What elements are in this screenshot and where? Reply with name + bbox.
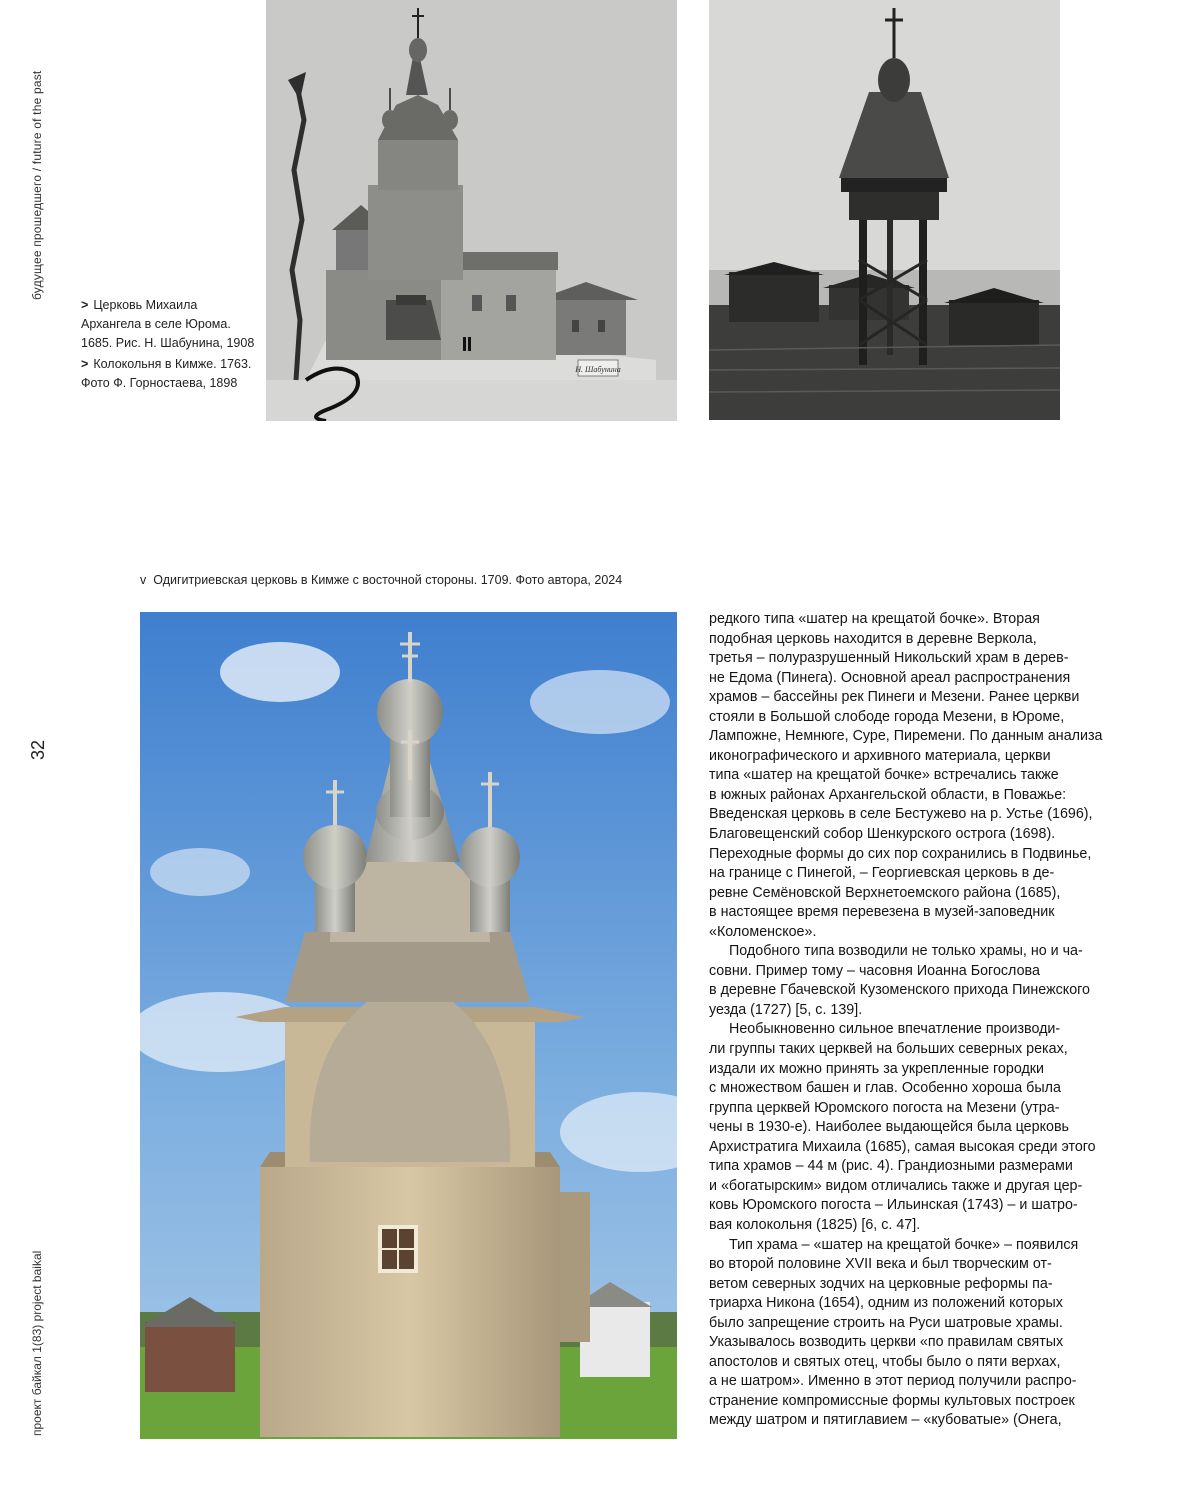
- article-line: во второй половине XVII века и был творческим от-: [709, 1256, 1052, 1273]
- article-line: вая колокольня (1825) [6, с. 47].: [709, 1216, 921, 1233]
- article-line: в настоящее время перевезена в музей-заповедник: [709, 904, 1055, 921]
- article-line: Архистратига Михаила (1685), самая высокая среди этого: [709, 1138, 1096, 1155]
- article-line: ветом северных зодчих на церковные реформы па-: [709, 1275, 1053, 1292]
- article-line: совни. Пример тому – часовня Иоанна Богослова: [709, 962, 1040, 979]
- article-line: иконографического и архивного материала, церкви: [709, 747, 1051, 764]
- article-line: на границе с Пинегой, – Георгиевская церковь в де-: [709, 865, 1055, 882]
- article-line: триарха Никона (1654), одним из положений которых: [709, 1295, 1063, 1312]
- figure-captions: [81, 296, 256, 395]
- article-line: Благовещенский собор Шенкурского острога (1698).: [709, 826, 1056, 843]
- belltower-photo-image: [709, 0, 1060, 420]
- caption-text: Одигитриевская церковь в Кимже с восточной стороны. 1709. Фото автора, 2024: [153, 573, 623, 587]
- article-line: не Едома (Пинега). Основной ареал распространения: [709, 669, 1071, 686]
- article-line: Тип храма – «шатер на крещатой бочке» – появился: [729, 1236, 1079, 1253]
- article-line: было запрещение строить на Руси шатровые храмы.: [709, 1314, 1063, 1331]
- article-line: ковь Юромского погоста – Ильинская (1743) – и шатро-: [709, 1197, 1078, 1214]
- article-line: группа церквей Юромского погоста на Мезени (утра-: [709, 1099, 1060, 1116]
- article-line: в южных районах Архангельской области, в Поважье:: [709, 786, 1067, 803]
- article-line: Введенская церковь в селе Бестужево на р. Устье (1696),: [709, 806, 1093, 823]
- article-line: и «богатырским» видом отличались также и другая цер-: [709, 1177, 1083, 1194]
- article-line: третья – полуразрушенный Никольский храм в дерев-: [709, 650, 1069, 667]
- article-line: в деревне Гбачевской Кузоменского прихода Пинежского: [709, 982, 1091, 999]
- article-body: [709, 610, 1121, 1431]
- article-line: ли группы таких церквей на больших северных реках,: [709, 1041, 1068, 1058]
- belltower-photo-figure: [709, 0, 1060, 420]
- caption-marker: >: [81, 298, 89, 312]
- article-line: странение компромиссные формы культовых построек: [709, 1392, 1075, 1409]
- church-photo-image: [140, 612, 677, 1439]
- church-drawing-image: [266, 0, 677, 421]
- caption-text: Колокольня в Кимже. 1763. Фото Ф. Горностаева, 1898: [81, 357, 252, 390]
- church-drawing-figure: [266, 0, 677, 421]
- article-line: а не шатром». Именно в этот период получили распро-: [709, 1373, 1077, 1390]
- article-line: уезда (1727) [5, с. 139].: [709, 1001, 863, 1018]
- article-line: типа «шатер на крещатой бочке» встречались также: [709, 767, 1059, 784]
- article-line: Лампожне, Немнюге, Суре, Пиремени. По данным анализа: [709, 728, 1103, 745]
- article-line: редкого типа «шатер на крещатой бочке». Вторая: [709, 611, 1040, 627]
- page-number: 32: [28, 739, 48, 760]
- drawing-signature: Н. Шабунина: [575, 365, 621, 374]
- caption-text: Церковь Михаила Архангела в селе Юрома. 1685. Рис. Н. Шабунина, 1908: [81, 298, 255, 350]
- article-line: подобная церковь находится в деревне Веркола,: [709, 630, 1037, 647]
- article-line: издали их можно принять за укрепленные городки: [709, 1060, 1045, 1077]
- article-line: стояли в Большой слободе города Мезени, в Юроме,: [709, 708, 1065, 725]
- article-line: ревне Семёновской Верхнетоемского района (1685),: [709, 884, 1061, 901]
- main-photo-caption: [140, 573, 622, 587]
- article-line: типа храмов – 44 м (рис. 4). Грандиозными размерами: [709, 1158, 1073, 1175]
- article-line: храмов – бассейны рек Пинеги и Мезени. Ранее церкви: [709, 689, 1080, 706]
- church-photo-figure: [140, 612, 677, 1439]
- journal-title: проект байкал 1(83) project baikal: [30, 1250, 44, 1436]
- article-line: чены в 1930-е). Наиболее выдающейся была церковь: [709, 1119, 1069, 1136]
- article-line: Подобного типа возводили не только храмы, но и ча-: [729, 943, 1083, 960]
- caption-marker: v: [140, 573, 147, 587]
- article-line: Переходные формы до сих пор сохранились в Подвинье,: [709, 845, 1092, 862]
- caption-belltower: [81, 355, 256, 393]
- article-line: между шатром и пятиглавием – «кубоватые» (Онега,: [709, 1412, 1062, 1429]
- article-line: с множеством башен и глав. Особенно хороша была: [709, 1080, 1061, 1097]
- article-line: Указывалось возводить церкви «по правилам святых: [709, 1334, 1064, 1351]
- article-line: «Коломенское».: [709, 923, 817, 940]
- running-head: будущее прошедшего / future of the past: [30, 70, 44, 300]
- caption-marker: >: [81, 357, 89, 371]
- article-line: апостолов и святых отец, чтобы было о пяти верхах,: [709, 1353, 1061, 1370]
- caption-drawing: [81, 296, 256, 353]
- article-line: Необыкновенно сильное впечатление производи-: [729, 1021, 1061, 1038]
